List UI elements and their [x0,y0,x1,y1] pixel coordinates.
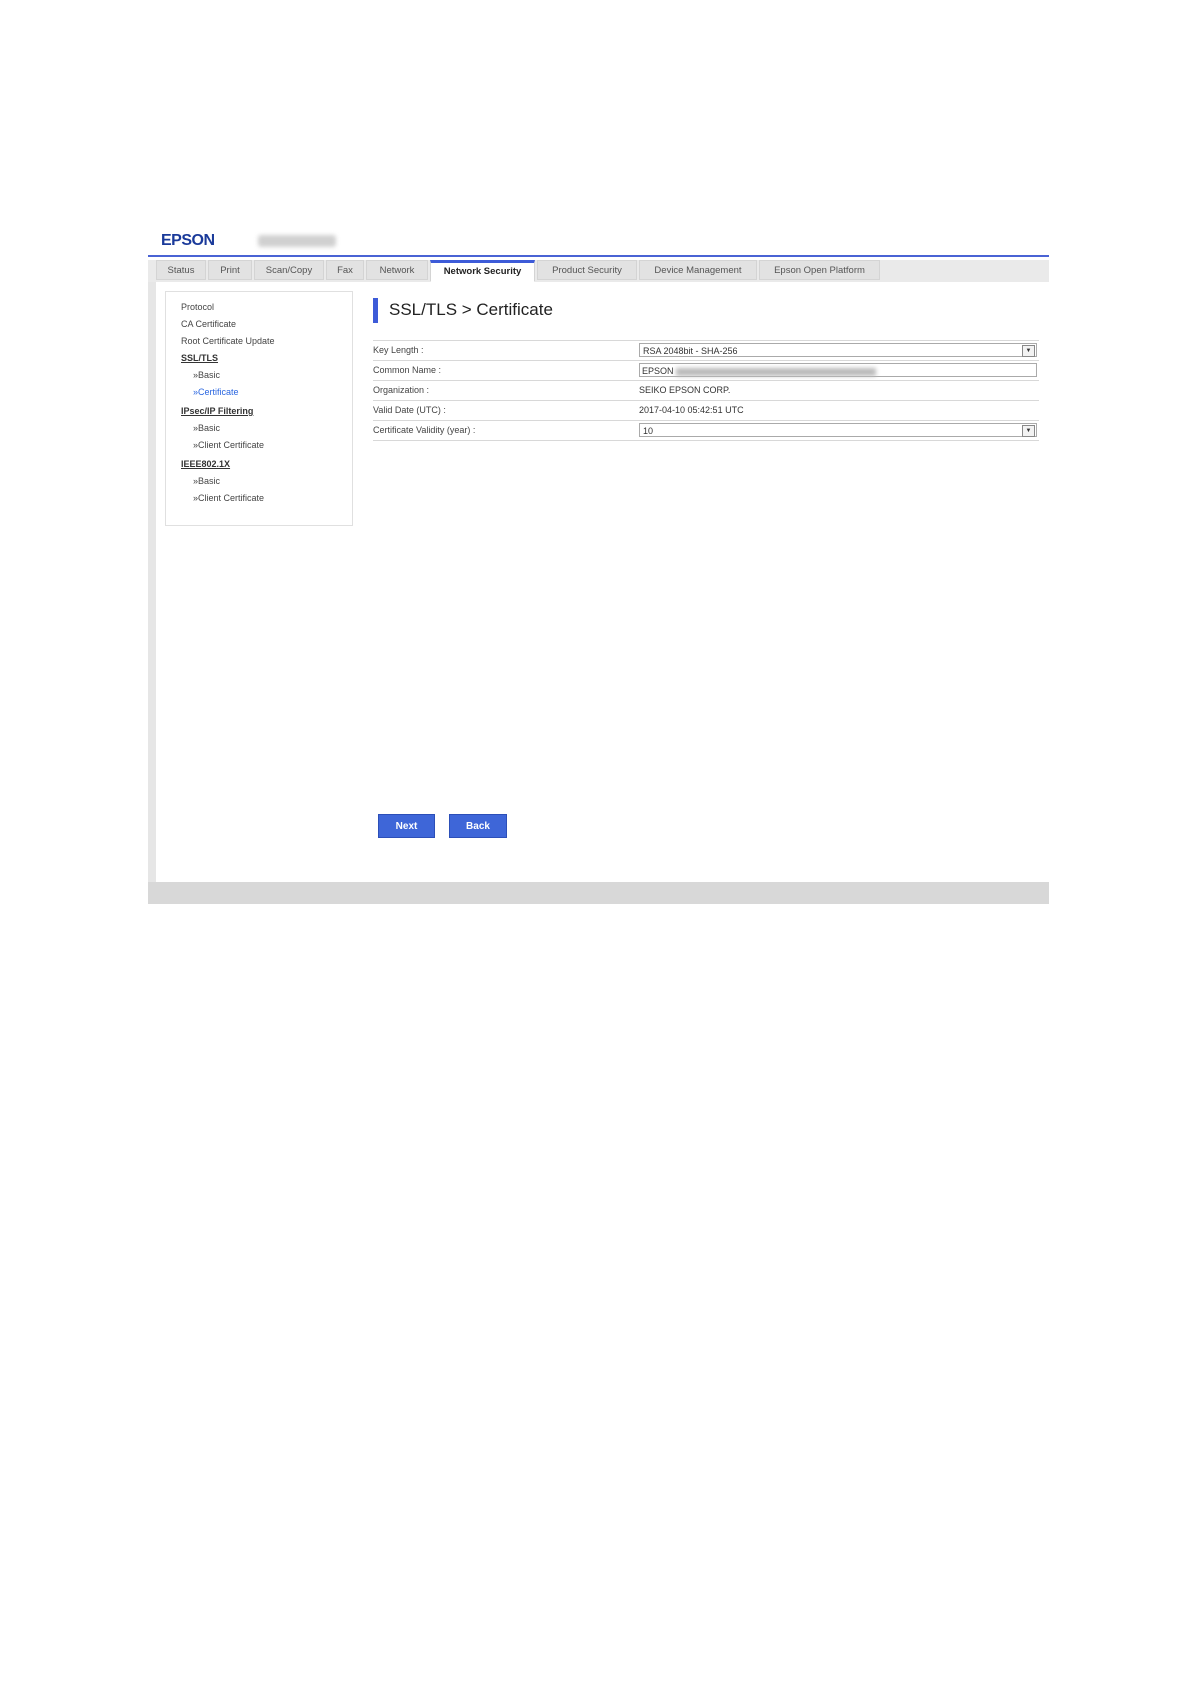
form-row-common-name [373,360,1039,380]
chevron-down-icon[interactable]: ▼ [1022,345,1035,357]
validity-value: 10 [643,426,654,436]
validity-label: Certificate Validity (year) : [373,425,476,435]
tab-scan-copy[interactable]: Scan/Copy [254,260,324,280]
sidebar-group-ssl-tls[interactable]: SSL/TLS [181,353,219,363]
sidebar-item-ieee-basic[interactable]: »Basic [193,476,221,486]
tab-product-security[interactable]: Product Security [537,260,637,280]
browser-screenshot [148,226,1049,904]
common-name-label: Common Name : [373,365,442,375]
sidebar-group-ipsec-ip-filtering[interactable]: IPsec/IP Filtering [181,406,254,416]
key-length-label: Key Length : [373,345,424,355]
sidebar-item-ieee-client-certificate[interactable]: »Client Certificate [193,493,265,503]
tab-network-security[interactable]: Network Security [430,260,535,282]
sidebar-item-ssl-certificate[interactable]: »Certificate [193,387,239,397]
tab-status[interactable]: Status [156,260,206,280]
main-content [156,282,1049,882]
main-tabs [156,260,882,282]
tab-print[interactable]: Print [208,260,252,280]
footer-bar [148,882,1049,904]
epson-logo: EPSON [161,232,215,249]
common-name-value: EPSON [642,366,674,376]
form-row-valid-date [373,400,1039,420]
common-name-blurred-text [676,368,876,376]
validity-select[interactable] [639,423,1037,437]
header-divider [148,255,1049,257]
sidebar-item-ipsec-basic[interactable]: »Basic [193,423,221,433]
next-button[interactable]: Next [378,814,435,838]
page-title: SSL/TLS > Certificate [389,300,553,319]
valid-date-label: Valid Date (UTC) : [373,405,446,415]
title-accent-bar [373,298,378,323]
form-row-key-length [373,340,1039,360]
sidebar-item-ipsec-client-certificate[interactable]: »Client Certificate [193,440,265,450]
sidebar-item-ca-certificate[interactable]: CA Certificate [181,319,237,329]
brand-header [148,226,1049,256]
organization-label: Organization : [373,385,430,395]
sidebar-nav [165,291,353,526]
common-name-input[interactable] [639,363,1037,377]
sidebar-group-ieee8021x[interactable]: IEEE802.1X [181,459,231,469]
form-row-validity [373,420,1039,441]
certificate-form [373,340,1039,441]
tab-network[interactable]: Network [366,260,428,280]
key-length-select[interactable] [639,343,1037,357]
key-length-value: RSA 2048bit - SHA-256 [643,346,738,356]
tab-device-management[interactable]: Device Management [639,260,757,280]
tab-fax[interactable]: Fax [326,260,364,280]
form-row-organization [373,380,1039,400]
sidebar-item-ssl-basic[interactable]: »Basic [193,370,221,380]
chevron-down-icon[interactable]: ▼ [1022,425,1035,437]
tab-epson-open-platform[interactable]: Epson Open Platform [759,260,880,280]
back-button[interactable]: Back [449,814,507,838]
valid-date-value: 2017-04-10 05:42:51 UTC [639,405,744,415]
sidebar-item-root-certificate-update[interactable]: Root Certificate Update [181,336,275,346]
organization-value: SEIKO EPSON CORP. [639,385,731,395]
printer-model-blurred [258,235,336,247]
sidebar-item-protocol[interactable]: Protocol [181,302,215,312]
